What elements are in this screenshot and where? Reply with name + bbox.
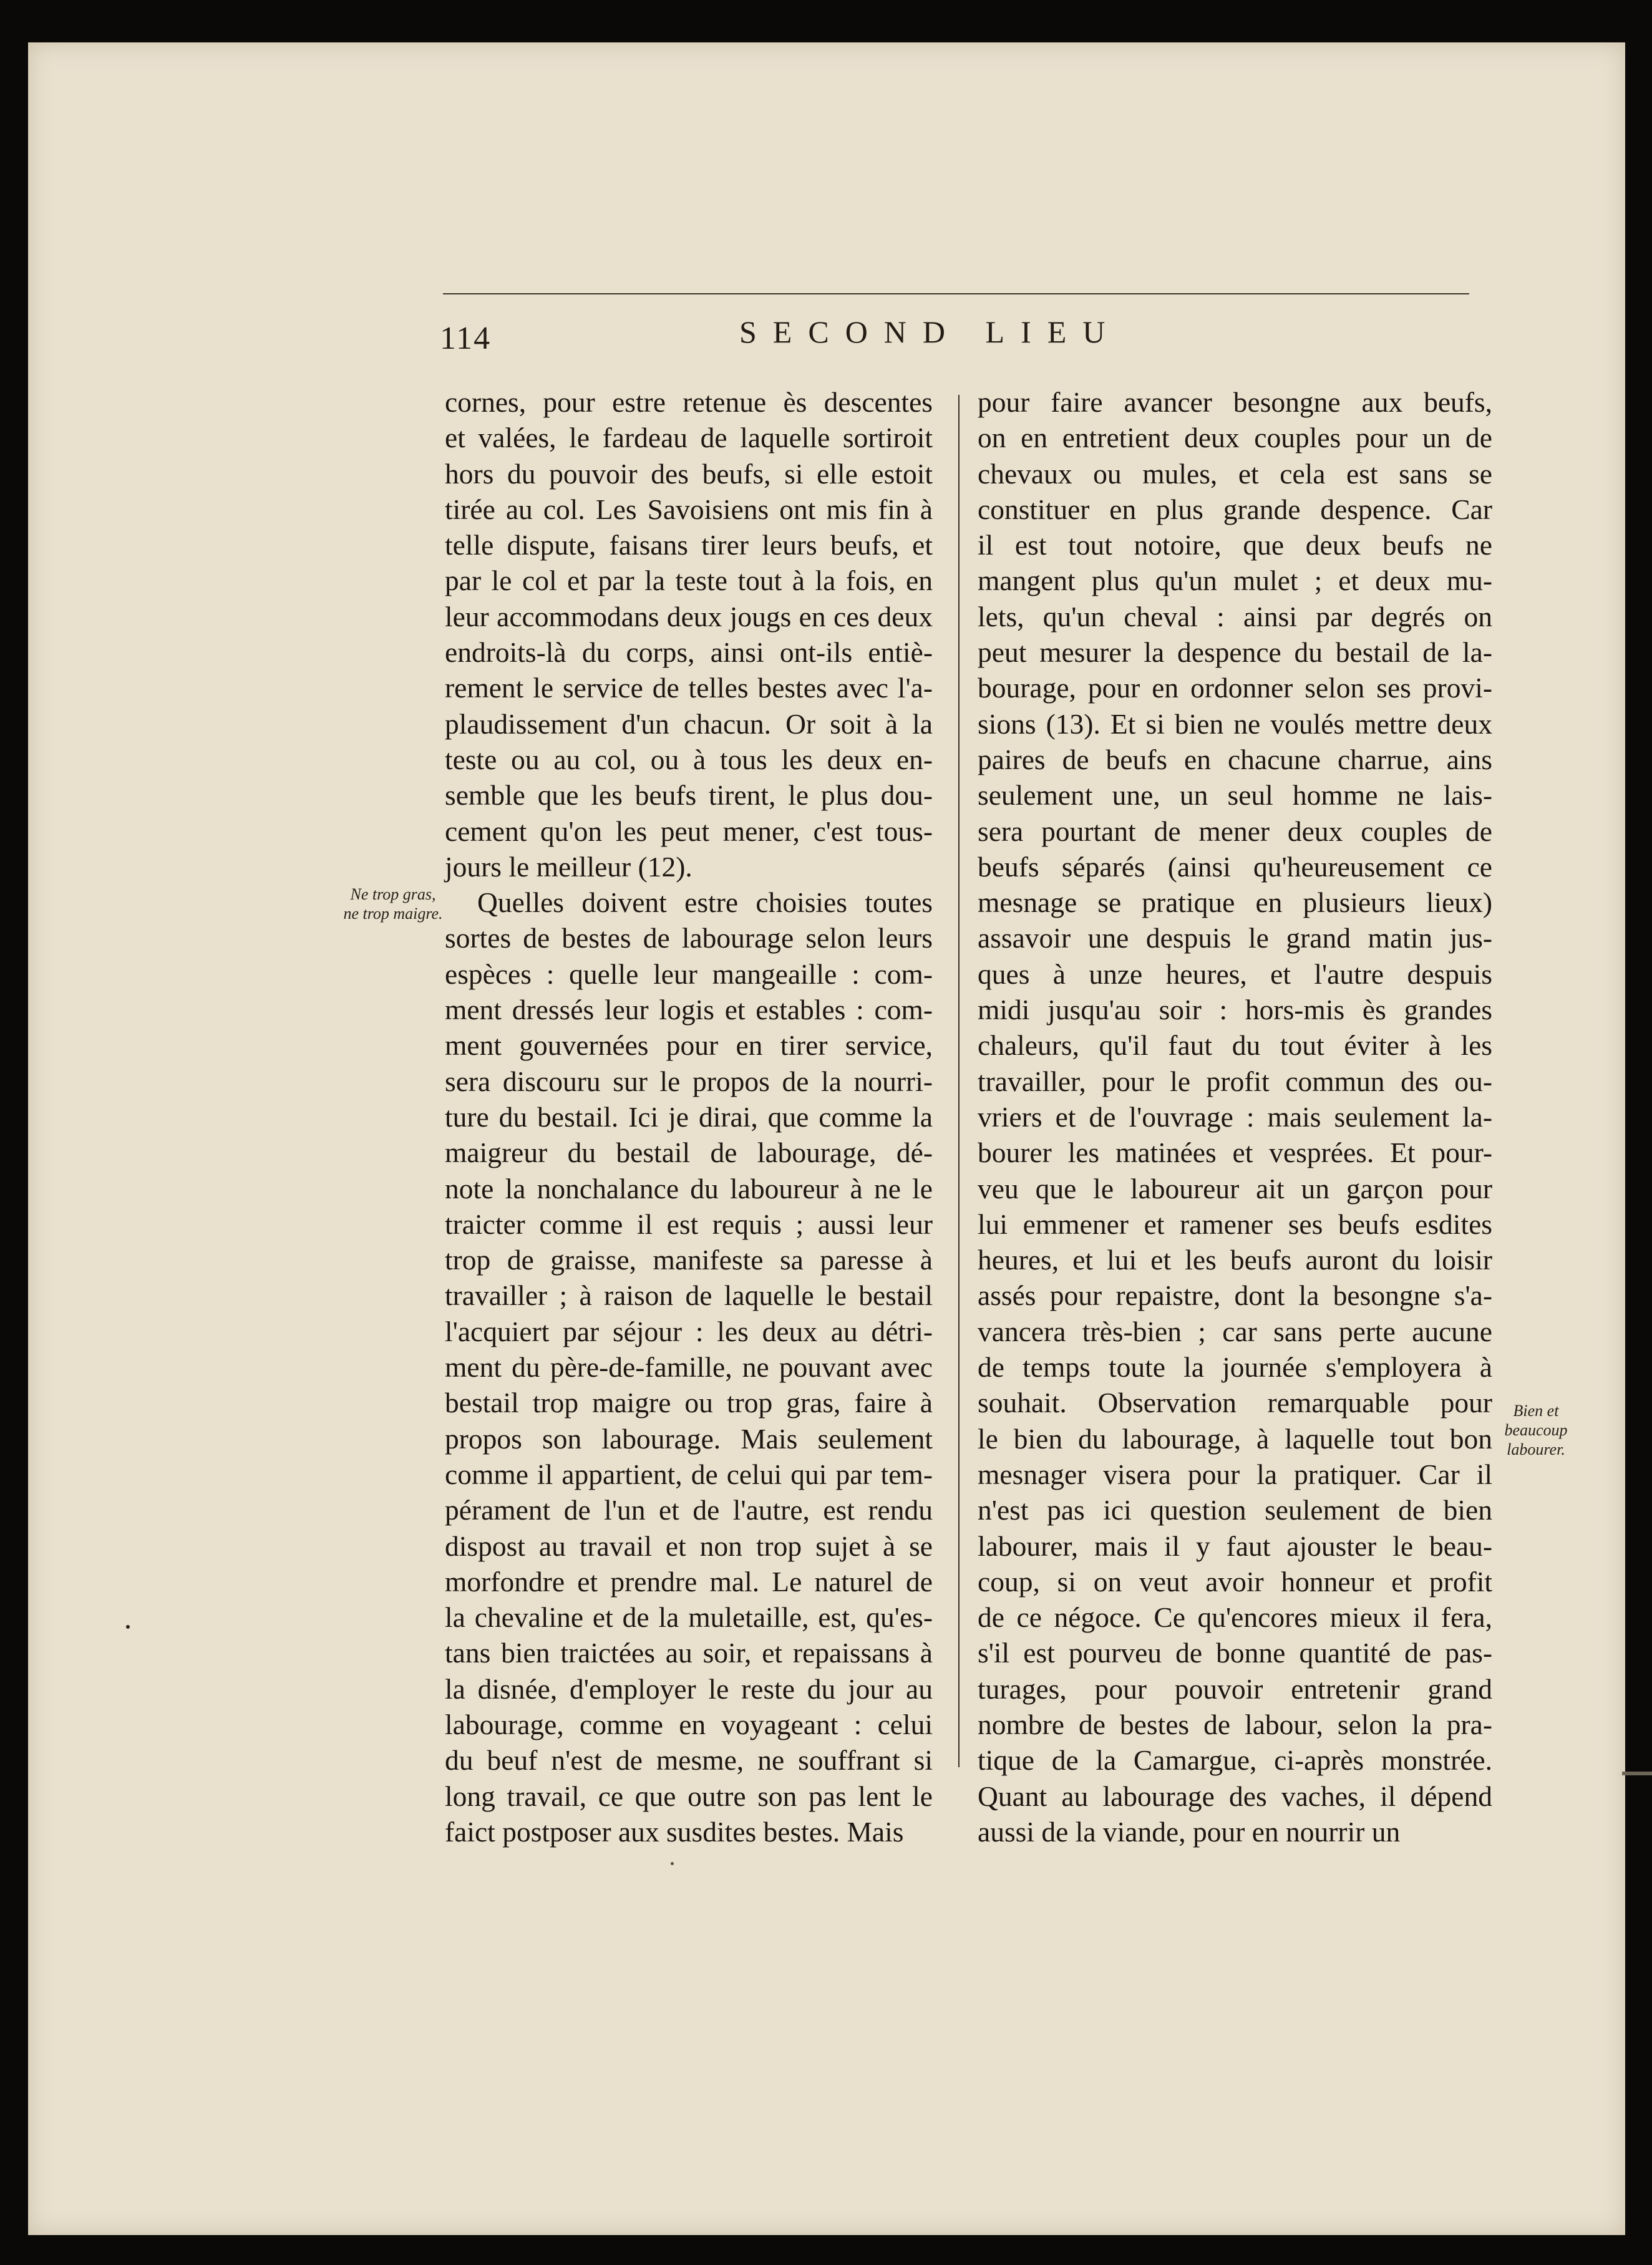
text-line: et valées, le fardeau de laquelle sortiroit bbox=[445, 422, 933, 454]
text-line: travailler ; à raison de laquelle le bestail bbox=[445, 1279, 933, 1312]
text-line: pérament de l'un et de l'autre, est rendu bbox=[445, 1494, 933, 1526]
text-line: mangent plus qu'un mulet ; et deux mu- bbox=[978, 565, 1492, 597]
text-line: cornes, pour estre retenue ès descentes bbox=[445, 386, 933, 418]
text-line: telle dispute, faisans tirer leurs beufs, et bbox=[445, 529, 933, 561]
text-line: comme il appartient, de celui qui par tem- bbox=[445, 1458, 933, 1490]
text-line: propos son labourage. Mais seulement bbox=[445, 1422, 933, 1455]
text-line: tirée au col. Les Savoisiens ont mis fin à bbox=[445, 493, 933, 525]
text-line: ture du bestail. Ici je dirai, que comme la bbox=[445, 1100, 933, 1133]
margin-note-left: Ne trop gras, ne trop maigre. bbox=[343, 885, 443, 923]
page-edge-mark bbox=[1622, 1772, 1652, 1775]
text-line: sortes de bestes de labourage selon leurs bbox=[445, 922, 933, 954]
text-line: constituer en plus grande despence. Car bbox=[978, 493, 1492, 525]
text-line: labourage, comme en voyageant : celui bbox=[445, 1708, 933, 1740]
text-line: endroits-là du corps, ainsi ont-ils entiè- bbox=[445, 636, 933, 669]
text-line: plaudissement d'un chacun. Or soit à la bbox=[445, 707, 933, 740]
ink-speck bbox=[671, 1862, 674, 1865]
text-line: sions (13). Et si bien ne voulés mettre deux bbox=[978, 707, 1492, 740]
text-line: ment du père-de-famille, ne pouvant avec bbox=[445, 1351, 933, 1384]
text-line: beufs séparés (ainsi qu'heureusement ce bbox=[978, 850, 1492, 883]
text-line: tique de la Camargue, ci-après monstrée. bbox=[978, 1744, 1492, 1777]
text-line: assés pour repaistre, dont la besongne s'a- bbox=[978, 1279, 1492, 1312]
text-line: tans bien traictées au soir, et repaissans à bbox=[445, 1637, 933, 1669]
text-line: Quant au labourage des vaches, il dépend bbox=[978, 1780, 1492, 1812]
text-line: maigreur du bestail de labourage, dé- bbox=[445, 1137, 933, 1169]
text-line: la chevaline et de la muletaille, est, qu'es- bbox=[445, 1601, 933, 1634]
text-line: seulement une, un seul homme ne lais- bbox=[978, 779, 1492, 812]
text-line: pour faire avancer besongne aux beufs, bbox=[978, 386, 1492, 418]
text-line: travailler, pour le profit commun des ou- bbox=[978, 1065, 1492, 1097]
text-line: coup, si on veut avoir honneur et profit bbox=[978, 1565, 1492, 1598]
text-column-right bbox=[978, 384, 1492, 1850]
text-line: morfondre et prendre mal. Le naturel de bbox=[445, 1565, 933, 1598]
text-line: Quelles doivent estre choisies toutes bbox=[477, 886, 933, 919]
text-line: bestail trop maigre ou trop gras, faire à bbox=[445, 1387, 933, 1419]
text-line: heures, et lui et les beufs auront du loisir bbox=[978, 1244, 1492, 1276]
text-line: assavoir une despuis le grand matin jus- bbox=[978, 922, 1492, 954]
text-line: vancera très-bien ; car sans perte aucune bbox=[978, 1315, 1492, 1347]
text-line: dispost au travail et non trop sujet à se bbox=[445, 1530, 933, 1562]
text-line: chaleurs, qu'il faut du tout éviter à les bbox=[978, 1029, 1492, 1062]
column-divider bbox=[958, 395, 960, 1767]
text-line: midi jusqu'au soir : hors-mis ès grandes bbox=[978, 994, 1492, 1026]
text-line: vriers et de l'ouvrage : mais seulement la- bbox=[978, 1100, 1492, 1133]
text-line: jours le meilleur (12). bbox=[445, 850, 692, 883]
text-line: le bien du labourage, à laquelle tout bon bbox=[978, 1422, 1492, 1455]
text-line: l'acquiert par séjour : les deux au détri- bbox=[445, 1315, 933, 1347]
text-line: de ce négoce. Ce qu'encores mieux il fera, bbox=[978, 1601, 1492, 1634]
text-line: faict postposer aux susdites bestes. Mais bbox=[445, 1815, 904, 1848]
text-column-left bbox=[445, 384, 933, 1850]
text-line: lets, qu'un cheval : ainsi par degrés on bbox=[978, 600, 1492, 633]
text-line: sera discouru sur le propos de la nourri- bbox=[445, 1065, 933, 1097]
text-line: peut mesurer la despence du bestail de la- bbox=[978, 636, 1492, 669]
text-line: nombre de bestes de labour, selon la pra- bbox=[978, 1708, 1492, 1740]
text-line: veu que le laboureur ait un garçon pour bbox=[978, 1172, 1492, 1205]
text-line: chevaux ou mules, et cela est sans se bbox=[978, 457, 1492, 490]
text-line: trop de graisse, manifeste sa paresse à bbox=[445, 1244, 933, 1276]
text-line: paires de beufs en chacune charrue, ains bbox=[978, 743, 1492, 775]
text-line: mesnage se pratique en plusieurs lieux) bbox=[978, 886, 1492, 919]
text-line: teste ou au col, ou à tous les deux en- bbox=[445, 743, 933, 775]
text-line: espèces : quelle leur mangeaille : com- bbox=[445, 958, 933, 990]
text-line: sera pourtant de mener deux couples de bbox=[978, 815, 1492, 847]
text-line: note la nonchalance du laboureur à ne le bbox=[445, 1172, 933, 1205]
text-line: labourer, mais il y faut ajouster le beau- bbox=[978, 1530, 1492, 1562]
text-line: du beuf n'est de mesme, ne souffrant si bbox=[445, 1744, 933, 1777]
text-line: bourage, pour en ordonner selon ses provi- bbox=[978, 672, 1492, 704]
text-line: leur accommodans deux jougs en ces deux bbox=[445, 600, 933, 633]
text-line: ment dressés leur logis et estables : com- bbox=[445, 994, 933, 1026]
page-number: 114 bbox=[440, 321, 492, 356]
text-line: bourer les matinées et vesprées. Et pour- bbox=[978, 1137, 1492, 1169]
text-line: n'est pas ici question seulement de bien bbox=[978, 1494, 1492, 1526]
text-line: souhait. Observation remarquable pour bbox=[978, 1387, 1492, 1419]
text-line: lui emmener et ramener ses beufs esdites bbox=[978, 1208, 1492, 1240]
text-line: semble que les beufs tirent, le plus dou- bbox=[445, 779, 933, 812]
text-line: on en entretient deux couples pour un de bbox=[978, 422, 1492, 454]
text-line: rement le service de telles bestes avec l'a- bbox=[445, 672, 933, 704]
text-line: la disnée, d'employer le reste du jour au bbox=[445, 1672, 933, 1705]
text-line: long travail, ce que outre son pas lent le bbox=[445, 1780, 933, 1812]
text-line: hors du pouvoir des beufs, si elle estoit bbox=[445, 457, 933, 490]
text-line: traicter comme il est requis ; aussi leur bbox=[445, 1208, 933, 1240]
running-title: SECOND LIEU bbox=[739, 314, 1122, 349]
text-line: de temps toute la journée s'employera à bbox=[978, 1351, 1492, 1384]
text-line: s'il est pourveu de bonne quantité de pas- bbox=[978, 1637, 1492, 1669]
header-rule bbox=[443, 293, 1469, 294]
ink-speck bbox=[126, 1625, 130, 1629]
text-line: cement qu'on les peut mener, c'est tous- bbox=[445, 815, 933, 847]
text-line: par le col et par la teste tout à la fois, en bbox=[445, 565, 933, 597]
book-page bbox=[28, 42, 1625, 2235]
margin-note-right: Bien et beaucoup labourer. bbox=[1504, 1402, 1568, 1458]
text-line: turages, pour pouvoir entretenir grand bbox=[978, 1672, 1492, 1705]
text-line: mesnager visera pour la pratiquer. Car il bbox=[978, 1458, 1492, 1490]
text-line: ment gouvernées pour en tirer service, bbox=[445, 1029, 933, 1062]
text-line: ques à unze heures, et l'autre despuis bbox=[978, 958, 1492, 990]
text-line: il est tout notoire, que deux beufs ne bbox=[978, 529, 1492, 561]
text-line: aussi de la viande, pour en nourrir un bbox=[978, 1815, 1401, 1848]
